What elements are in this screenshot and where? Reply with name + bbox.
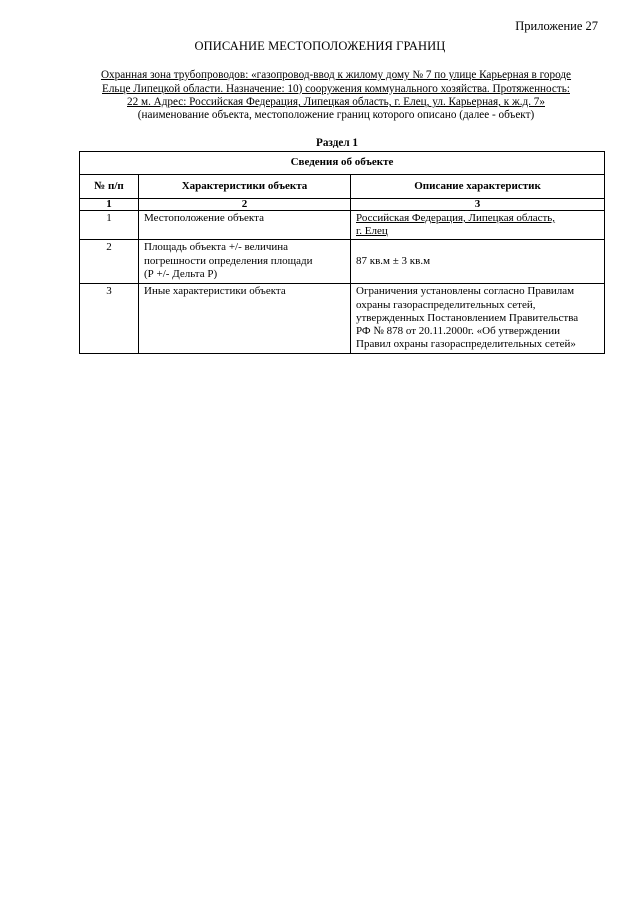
row-characteristic (139, 211, 351, 240)
row-description-line: охраны газораспределительных сетей, (356, 298, 536, 311)
object-description-line: Ельце Липецкой области. Назначение: 10) сооружения коммунального хозяйства. Протяженность: (102, 82, 570, 95)
row-description-line: Правил охраны газораспределительных сетей» (356, 338, 576, 351)
table-row (80, 240, 605, 284)
row-number: 3 (80, 284, 139, 354)
table-caption: Сведения об объекте (80, 152, 605, 175)
object-description-line: Охранная зона трубопроводов: «газопровод-ввод к жилому дому № 7 по улице Карьерная в городе (100, 69, 572, 81)
row-characteristic (139, 284, 351, 354)
column-header-description: Описание характеристик (351, 175, 605, 199)
table-header-row (80, 175, 605, 199)
row-description-line: Ограничения установлены согласно Правилам (356, 285, 575, 298)
row-characteristic-line: Иные характеристики объекта (144, 285, 286, 298)
row-description-line: г. Елец (356, 225, 388, 238)
row-description (351, 240, 605, 284)
row-number: 1 (80, 211, 139, 240)
row-description-line: утвержденных Постановлением Правительства (356, 311, 579, 324)
row-description-line: Российская Федерация, Липецкая область, (356, 212, 556, 224)
row-description-line: 87 кв.м ± 3 кв.м (356, 255, 431, 268)
column-number: 3 (351, 199, 605, 211)
row-characteristic-line: погрешности определения площади (144, 254, 313, 267)
object-description (75, 69, 597, 110)
column-header-number: № п/п (80, 175, 139, 199)
object-caption: (наименование объекта, местоположение границ которого описано (далее - объект) (137, 109, 535, 121)
row-characteristic (139, 240, 351, 284)
column-number-row (80, 199, 605, 211)
row-characteristic-line: Местоположение объекта (144, 212, 264, 224)
object-description-line: 22 м. Адрес: Российская Федерация, Липецкая область, г. Елец, ул. Карьерная, к ж.д. 7» (127, 96, 545, 109)
table-row (80, 211, 605, 240)
table-row (80, 284, 605, 354)
row-characteristic-line: (Р +/- Дельта Р) (144, 267, 218, 280)
row-number: 2 (80, 240, 139, 284)
row-characteristic-line: Площадь объекта +/- величина (144, 241, 289, 254)
row-description (351, 211, 605, 240)
document-title: ОПИСАНИЕ МЕСТОПОЛОЖЕНИЯ ГРАНИЦ (194, 39, 446, 53)
section-title: Раздел 1 (315, 137, 358, 149)
row-description-line: РФ № 878 от 20.11.2000г. «Об утверждении (356, 325, 560, 338)
appendix-label: Приложение 27 (515, 19, 598, 33)
table-caption-row (80, 152, 605, 175)
row-description (351, 284, 605, 354)
column-number: 1 (80, 199, 139, 211)
object-info-table (79, 151, 605, 354)
column-header-characteristic: Характеристики объекта (139, 175, 351, 199)
column-number: 2 (139, 199, 351, 211)
